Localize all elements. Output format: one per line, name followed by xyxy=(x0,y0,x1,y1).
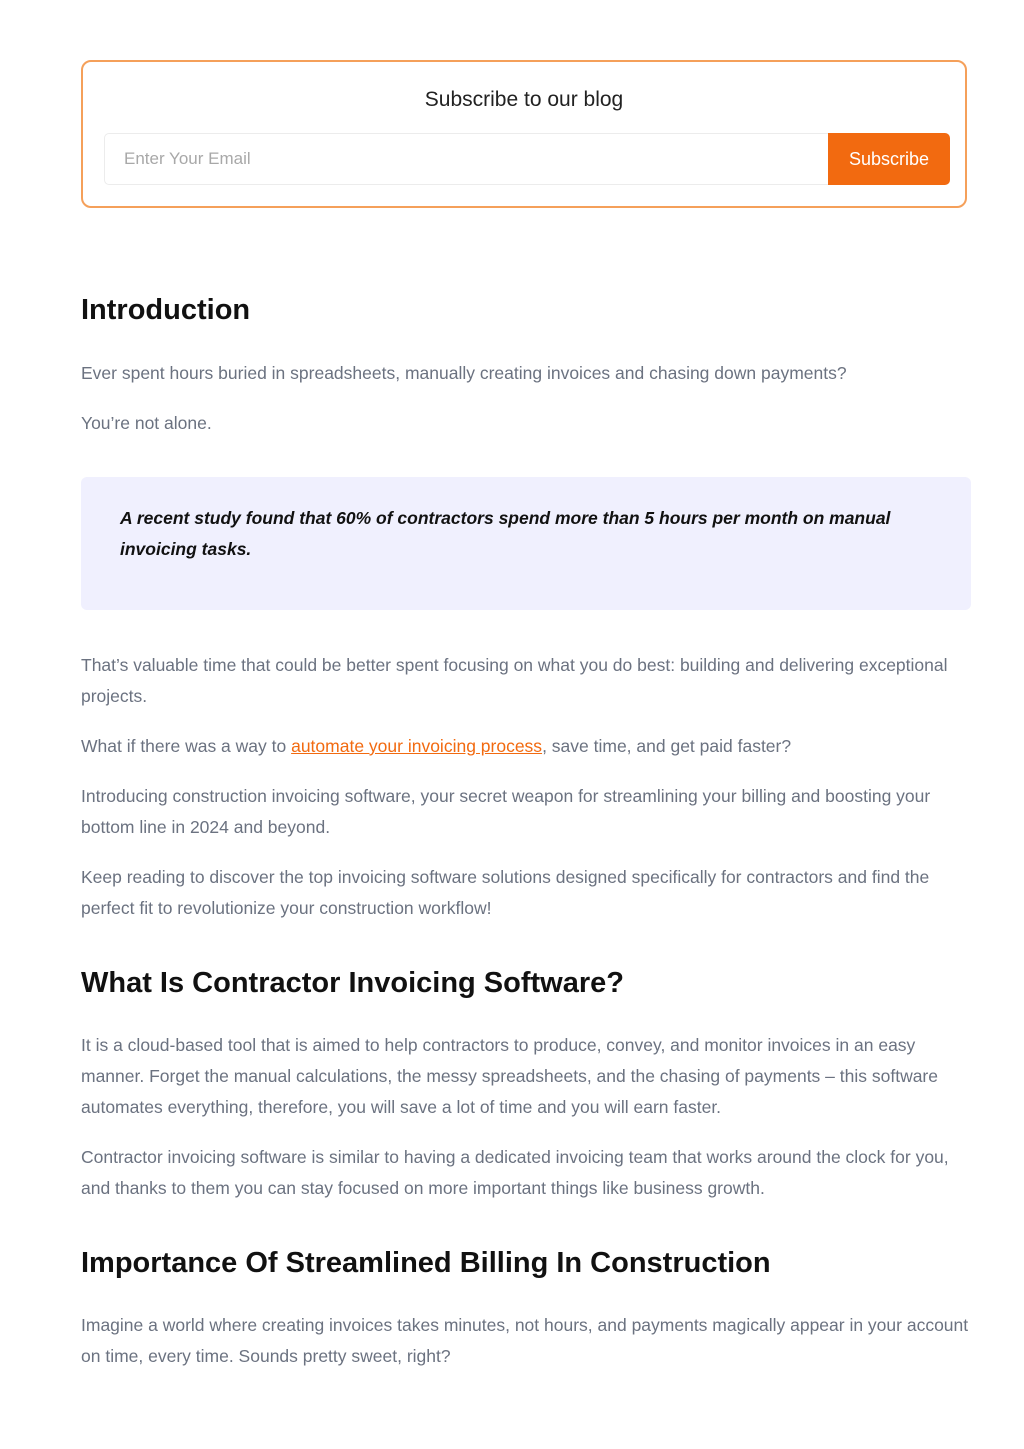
what-is-paragraph-2: Contractor invoicing software is similar to having a dedicated invoicing team that works around the clock for you, and thanks to them you can stay focused on more important things like business growth. xyxy=(81,1147,949,1198)
callout-text: A recent study found that 60% of contractors spend more than 5 hours per month on manual invoicing tasks. xyxy=(120,508,891,559)
subscribe-form xyxy=(104,133,950,185)
intro-paragraph-1: Ever spent hours buried in spreadsheets, manually creating invoices and chasing down payments? xyxy=(81,363,847,383)
intro-paragraph-4-end: , save time, and get paid faster? xyxy=(542,736,792,756)
email-input[interactable] xyxy=(104,133,828,185)
heading-introduction: Introduction xyxy=(81,294,251,326)
intro-paragraph-5: Introducing construction invoicing software, your secret weapon for streamlining your billing and boosting your bottom line in 2024 and beyond. xyxy=(81,786,931,837)
callout-box xyxy=(81,477,971,610)
heading-importance: Importance Of Streamlined Billing In Construction xyxy=(81,1247,771,1279)
intro-paragraph-2: You’re not alone. xyxy=(81,413,212,433)
subscribe-box xyxy=(81,60,967,208)
intro-paragraph-3: That’s valuable time that could be better spent focusing on what you do best: building and delivering exceptional projects. xyxy=(81,655,948,706)
subscribe-button[interactable]: Subscribe xyxy=(828,133,950,185)
intro-paragraph-6: Keep reading to discover the top invoicing software solutions designed specifically for contractors and find the perfect fit to revolutionize your construction workflow! xyxy=(81,867,930,918)
automate-invoicing-link[interactable]: automate your invoicing process xyxy=(291,736,543,756)
intro-paragraph-4 xyxy=(81,731,971,762)
heading-what-is: What Is Contractor Invoicing Software? xyxy=(81,967,624,999)
intro-paragraph-4-start: What if there was a way to xyxy=(81,736,292,756)
what-is-paragraph-1: It is a cloud-based tool that is aimed to help contractors to produce, convey, and monitor invoices in an easy manner. Forget the manual calculations, the messy spreadsheets, and the chasing of payments – this software automates everything, therefore, you will save a lot of time and you will earn faster. xyxy=(81,1035,938,1117)
importance-paragraph-1: Imagine a world where creating invoices takes minutes, not hours, and payments magically appear in your account on time, every time. Sounds pretty sweet, right? xyxy=(81,1315,969,1366)
subscribe-title: Subscribe to our blog xyxy=(424,88,624,111)
